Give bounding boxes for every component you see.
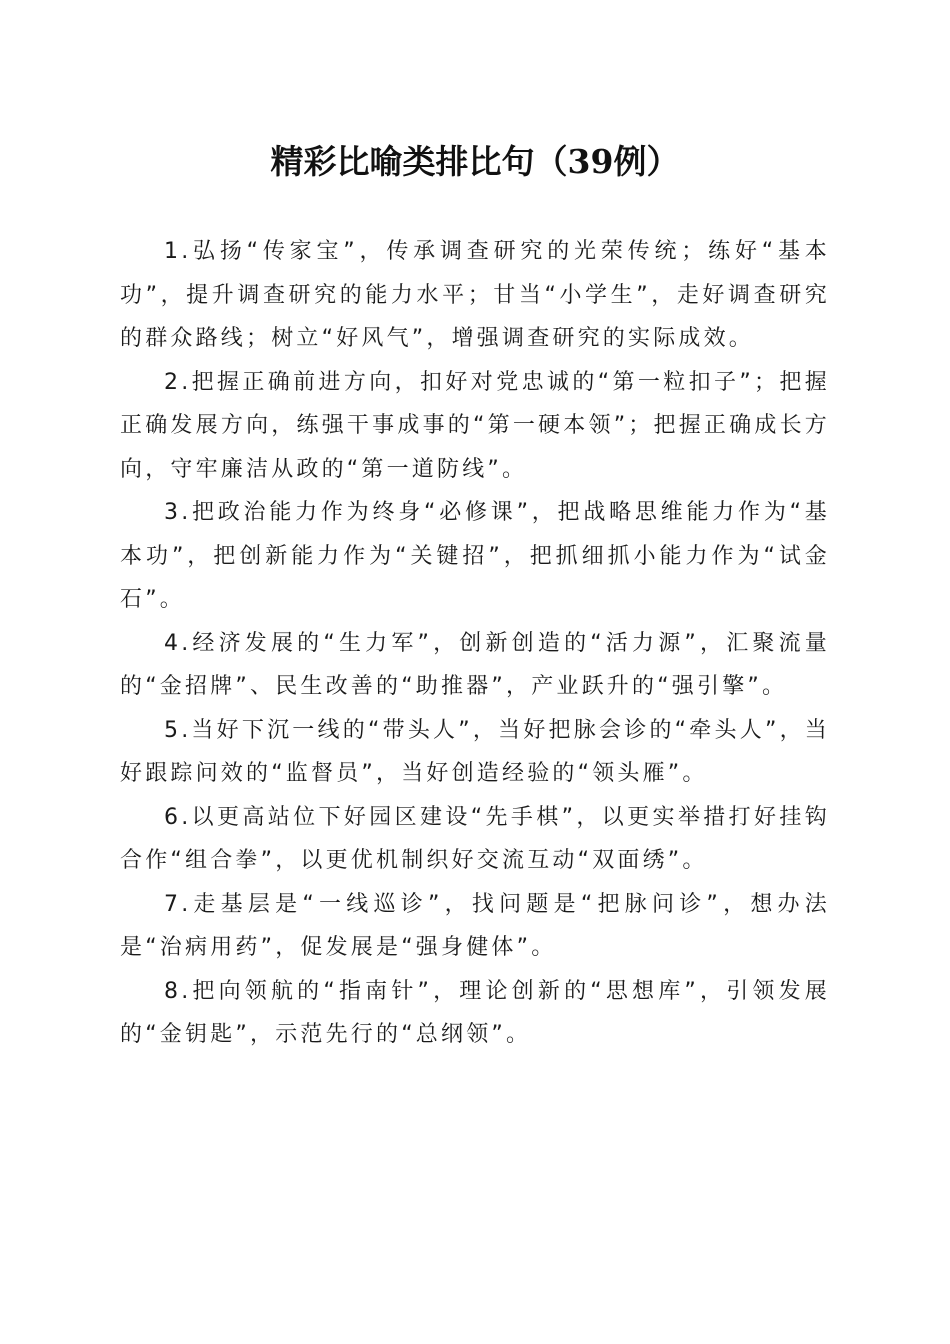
paragraph-2: 2.把握正确前进方向，扣好对党忠诚的“第一粒扣子”；把握正确发展方向，练强干事成事的“第一硬本领”；把握正确成长方向，守牢廉洁从政的“第一道防线”。	[120, 369, 830, 482]
paragraph-1: 1.弘扬“传家宝”，传承调查研究的光荣传统；练好“基本功”，提升调查研究的能力水平；甘当“小学生”，走好调查研究的群众路线；树立“好风气”，增强调查研究的实际成效。	[120, 239, 830, 351]
paragraph-5: 5.当好下沉一线的“带头人”，当好把脉会诊的“牵头人”，当好跟踪问效的“监督员”，当好创造经验的“领头雁”。	[120, 717, 830, 786]
page-title: 精彩比喻类排比句（39例）	[270, 142, 680, 181]
paragraph-8: 8.把向领航的“指南针”，理论创新的“思想库”，引领发展的“金钥匙”，示范先行的“总纲领”。	[120, 978, 830, 1047]
paragraph-4: 4.经济发展的“生力军”，创新创造的“活力源”，汇聚流量的“金招牌”、民生改善的“助推器”，产业跃升的“强引擎”。	[120, 630, 830, 699]
document-body	[120, 230, 830, 1057]
paragraph-6: 6.以更高站位下好园区建设“先手棋”，以更实举措打好挂钩合作“组合拳”，以更优机制织好交流互动“双面绣”。	[120, 804, 830, 873]
paragraph-7: 7.走基层是“一线巡诊”，找问题是“把脉问诊”，想办法是“治病用药”，促发展是“强身健体”。	[120, 891, 830, 960]
paragraph-3: 3.把政治能力作为终身“必修课”，把战略思维能力作为“基本功”，把创新能力作为“关键招”，把抓细抓小能力作为“试金石”。	[120, 500, 830, 612]
